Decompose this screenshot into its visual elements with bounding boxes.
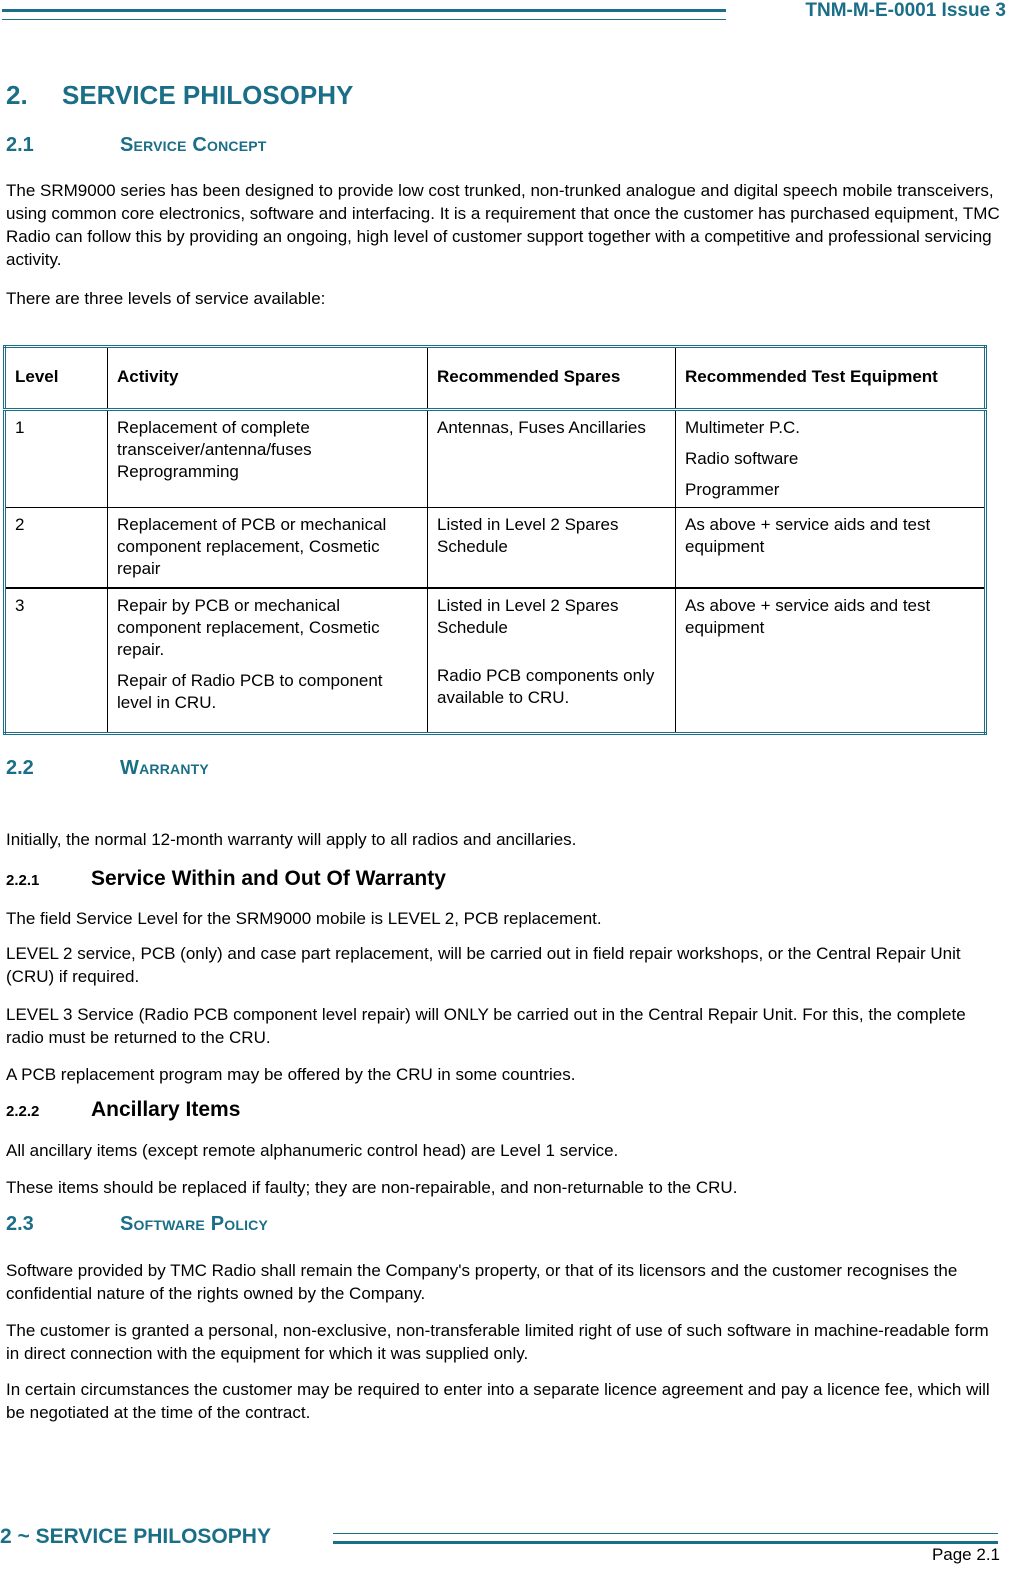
table-row xyxy=(5,410,986,508)
footer-section-title: 2 ~ SERVICE PHILOSOPHY xyxy=(0,1525,271,1548)
cell-level: 3 xyxy=(5,588,108,734)
paragraph-software-property: Software provided by TMC Radio shall remain the Company's property, or that of its licensors and the customer recognises the confidential nature of the rights owned by the Company. xyxy=(6,1261,958,1303)
header-rule xyxy=(2,9,726,20)
paragraph-level-2-service: LEVEL 2 service, PCB (only) and case part replacement, will be carried out in field repair workshops, or the Central Repair Unit (CRU) if required. xyxy=(6,944,961,986)
heading-number: 2.1 xyxy=(6,134,34,156)
activity-text: Repair by PCB or mechanical component replacement, Cosmetic repair. xyxy=(117,595,380,659)
heading-title: Software Policy xyxy=(120,1213,269,1235)
paragraph-licence-agreement: In certain circumstances the customer may be required to enter into a separate licence agreement and pay a licence fee, which will be negotiated at the time of the contract. xyxy=(6,1380,990,1422)
footer-rule xyxy=(333,1533,998,1544)
page-header xyxy=(0,0,1014,30)
section-title: SERVICE PHILOSOPHY xyxy=(62,80,354,110)
cell-level: 2 xyxy=(5,508,108,588)
page-footer xyxy=(0,1525,1014,1584)
page-number: Page 2.1 xyxy=(931,1545,1000,1564)
heading-2-2-2 xyxy=(6,1098,240,1122)
header-activity: Activity xyxy=(108,347,428,410)
activity-text: Replacement of PCB or mechanical component replacement, Cosmetic repair xyxy=(117,515,387,578)
header-test-equipment: Recommended Test Equipment xyxy=(676,347,986,410)
header-spares: Recommended Spares xyxy=(428,347,676,410)
heading-title: Service Within and Out Of Warranty xyxy=(91,867,446,890)
heading-title: Warranty xyxy=(120,757,209,779)
equipment-text: Radio software xyxy=(685,449,799,468)
cell-equipment xyxy=(676,508,986,588)
heading-title: Ancillary Items xyxy=(91,1098,241,1121)
equipment-text: Programmer xyxy=(685,480,780,499)
spares-text: Listed in Level 2 Spares Schedule xyxy=(437,595,619,637)
heading-number: 2.2.1 xyxy=(6,872,40,889)
heading-2-2-1 xyxy=(6,867,446,891)
section-heading xyxy=(6,80,353,111)
spares-text: Antennas, Fuses Ancillaries xyxy=(437,418,646,437)
activity-text: Repair of Radio PCB to component level in CRU. xyxy=(117,670,383,712)
paragraph-service-concept: The SRM9000 series has been designed to provide low cost trunked, non-trunked analogue and digital speech mobile transceivers, using common core electronics, software and interfacing. It is a requirement that once the customer has purchased equipment, TMC Radio can follow this by providing an ongoing, high level of customer support together with a competitive and professional servicing activity. xyxy=(6,181,1000,269)
cell-activity xyxy=(108,588,428,734)
table-row xyxy=(5,588,986,734)
table-header-row xyxy=(5,347,986,410)
paragraph-level-3-service: LEVEL 3 Service (Radio PCB component level repair) will ONLY be carried out in the Central Repair Unit. For this, the complete radio must be returned to the CRU. xyxy=(6,1005,966,1047)
spares-text: Listed in Level 2 Spares Schedule xyxy=(437,515,619,556)
paragraph-ancillary-level: All ancillary items (except remote alphanumeric control head) are Level 1 service. xyxy=(6,1141,619,1160)
cell-activity xyxy=(108,410,428,508)
cell-spares xyxy=(428,410,676,508)
spares-text: Radio PCB components only available to CRU. xyxy=(437,665,655,707)
paragraph-warranty: Initially, the normal 12-month warranty will apply to all radios and ancillaries. xyxy=(6,830,577,849)
paragraph-ancillary-replacement: These items should be replaced if faulty; they are non-repairable, and non-returnable to the CRU. xyxy=(6,1178,738,1197)
cell-level: 1 xyxy=(5,410,108,508)
heading-2-2 xyxy=(6,757,209,780)
heading-2-1 xyxy=(6,134,267,157)
cell-spares xyxy=(428,508,676,588)
paragraph-levels-intro: There are three levels of service available: xyxy=(6,289,326,308)
heading-number: 2.2 xyxy=(6,757,34,779)
cell-spares xyxy=(428,588,676,734)
heading-number: 2.3 xyxy=(6,1213,34,1235)
equipment-text: Multimeter P.C. xyxy=(685,418,800,437)
paragraph-pcb-program: A PCB replacement program may be offered by the CRU in some countries. xyxy=(6,1065,576,1084)
document-id: TNM-M-E-0001 Issue 3 xyxy=(805,0,1006,21)
heading-title: Service Concept xyxy=(120,134,267,156)
header-level: Level xyxy=(5,347,108,410)
equipment-text: As above + service aids and test equipment xyxy=(685,595,931,637)
service-levels-table xyxy=(3,345,987,735)
cell-equipment xyxy=(676,588,986,734)
table-row xyxy=(5,508,986,588)
heading-number: 2.2.2 xyxy=(6,1103,40,1120)
activity-text: Replacement of complete transceiver/antenna/fuses Reprogramming xyxy=(117,418,312,481)
cell-equipment xyxy=(676,410,986,508)
heading-2-3 xyxy=(6,1213,268,1236)
equipment-text: As above + service aids and test equipment xyxy=(685,515,931,556)
section-number: 2. xyxy=(6,80,28,110)
paragraph-software-license: The customer is granted a personal, non-exclusive, non-transferable limited right of use of such software in machine-readable form in direct connection with the equipment for which it was supplied only. xyxy=(6,1321,989,1363)
cell-activity xyxy=(108,508,428,588)
paragraph-field-service-level: The field Service Level for the SRM9000 mobile is LEVEL 2, PCB replacement. xyxy=(6,909,602,928)
